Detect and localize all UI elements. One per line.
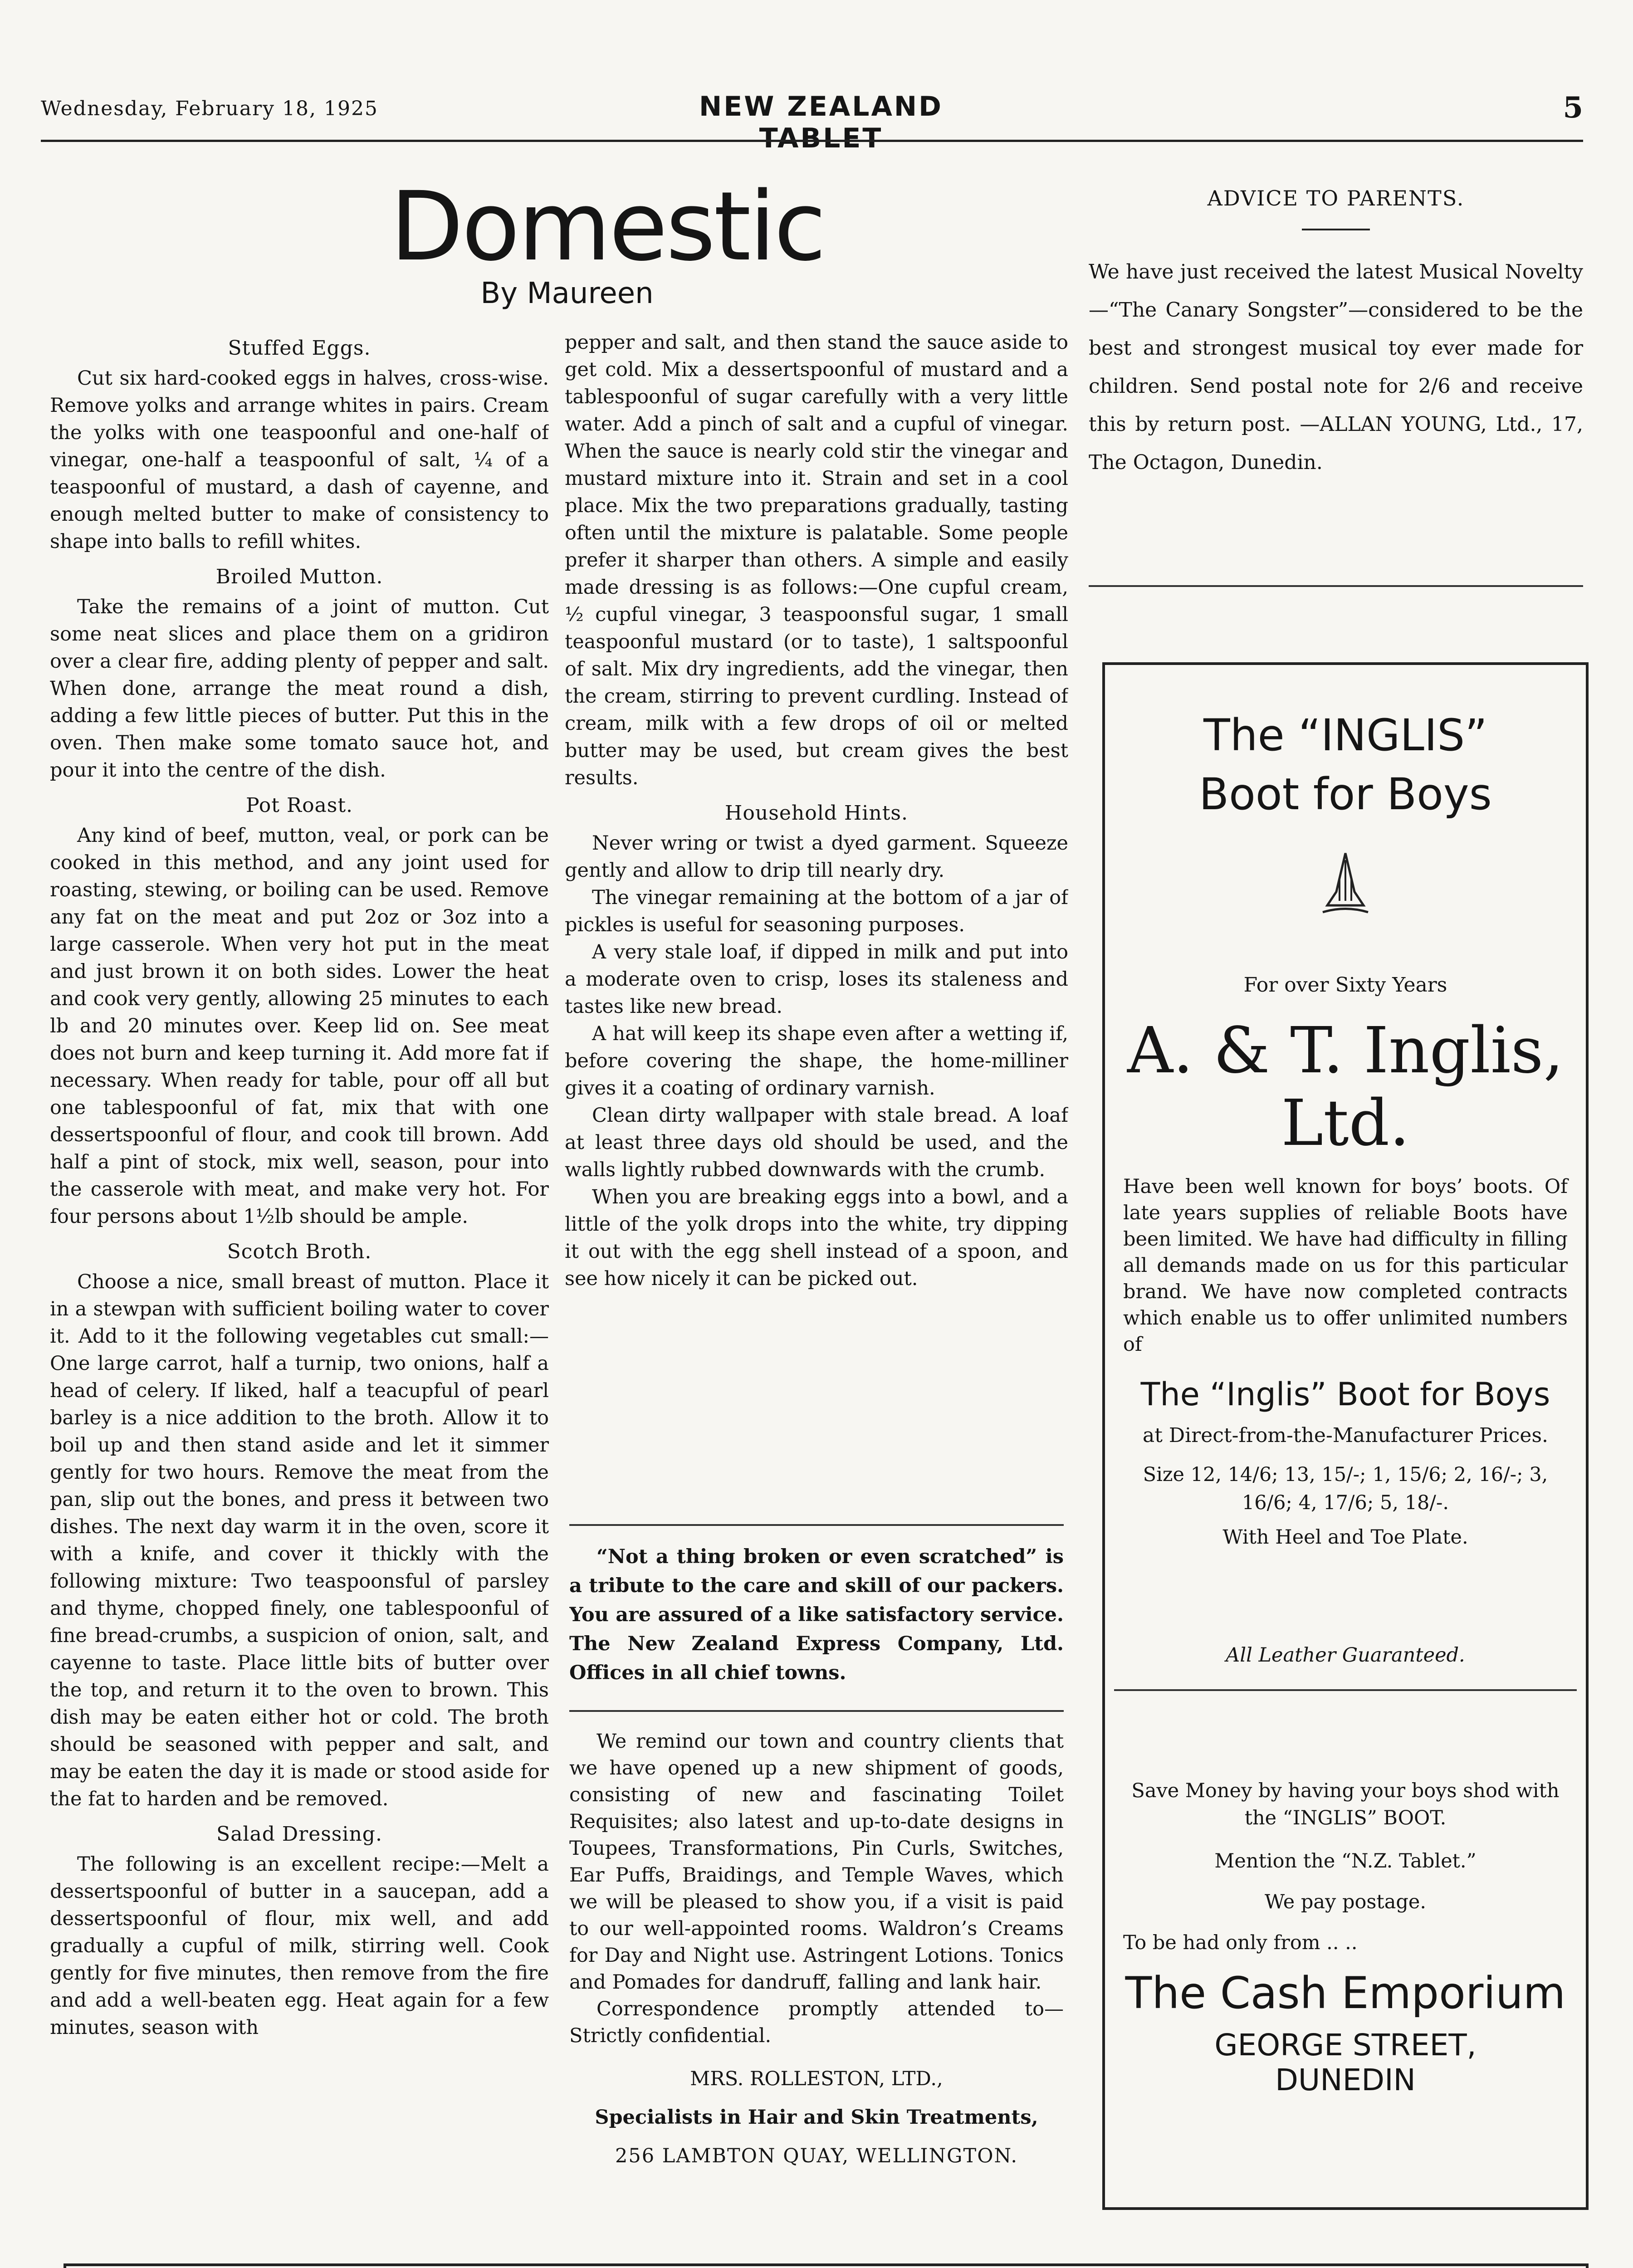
express-company-ad xyxy=(569,1542,1064,1696)
inglis-prices-intro: at Direct-from-the-Manufacturer Prices. xyxy=(1142,1424,1549,1447)
hint-item: A very stale loaf, if dipped in milk and put into a moderate oven to crisp, loses its staleness and tastes like new bread. xyxy=(565,941,1068,1018)
recipe-text: Cut six hard-cooked eggs in halves, cross-wise. Remove yolks and arrange whites in pairs. Cream the yolks with one teaspoonful and one-half of vinegar, one-half a teaspoonful of salt, ¼ of a teaspoonful of mustard, a dash of cayenne, and enough melted butter to make of consistency to shape into balls to refill whites. xyxy=(50,367,549,553)
inglis-sizes: Size 12, 14/6; 13, 15/-; 1, 15/6; 2, 16/-; 3, 16/6; 4, 17/6; 5, 18/-. xyxy=(1143,1463,1548,1514)
store-street: GEORGE STREET, xyxy=(1214,2028,1477,2063)
phoenix-ad xyxy=(64,2263,1589,2268)
hint-item: The vinegar remaining at the bottom of a jar of pickles is useful for seasoning purposes. xyxy=(565,886,1068,936)
rolleston-address: 256 LAMBTON QUAY, WELLINGTON. xyxy=(615,2145,1018,2167)
inglis-boot-ad xyxy=(1102,662,1589,2210)
recipe-text: Any kind of beef, mutton, veal, or pork can be cooked in this method, and any joint used for roasting, stewing, or boiling can be used. Remove any fat on the meat and put 2oz or 3oz into a large casserole. When very hot put in the meat and just brown it on both sides. Lower the heat and cook very gently, allowing 25 minutes to each lb and 20 minutes over. Keep lid on. See meat does not burn and keep turning it. Add more fat if necessary. When ready for table, pour off all but one tablespoonful of fat, mix that with one dessertspoonful of flour, and cook till brown. Add half a pint of stock, mix well, season, pour into the casserole with meat, and make very hot. For four persons about 1½lb should be ample. xyxy=(50,824,549,1228)
ad-divider xyxy=(1089,585,1583,587)
hint-item: Never wring or twist a dyed garment. Squeeze gently and allow to drip till nearly dry. xyxy=(565,832,1068,882)
column-one xyxy=(50,327,549,2245)
advice-rule xyxy=(1302,229,1370,230)
inglis-divider xyxy=(1114,1689,1577,1691)
inglis-heel: With Heel and Toe Plate. xyxy=(1222,1526,1468,1549)
inglis-title-1: The “INGLIS” xyxy=(1203,710,1487,761)
inglis-title-2: Boot for Boys xyxy=(1199,769,1492,820)
ad-divider xyxy=(569,1710,1064,1712)
inglis-postage: We pay postage. xyxy=(1265,1891,1426,1913)
byline: By Maureen xyxy=(480,277,654,310)
store-name: The Cash Emporium xyxy=(1125,1968,1566,2019)
recipe-heading: Stuffed Eggs. xyxy=(228,337,371,360)
hint-item: Clean dirty wallpaper with stale bread. A loaf at least three days old should be used, and the walls lightly rubbed downwards with the crumb. xyxy=(565,1104,1068,1181)
inglis-subtitle: The “Inglis” Boot for Boys xyxy=(1140,1376,1550,1413)
domestic-masthead xyxy=(390,171,825,310)
express-ad-text: “Not a thing broken or even scratched” is a tribute to the care and skill of our packers. You are assured of a like satisfactory service. The New Zealand Express Company, Ltd. Offices in all chief towns. xyxy=(569,1545,1064,1684)
recipe-heading: Scotch Broth. xyxy=(227,1240,372,1263)
recipe-pot-roast xyxy=(50,792,549,1230)
recipe-stuffed-eggs xyxy=(50,335,549,555)
inglis-years: For over Sixty Years xyxy=(1243,973,1447,997)
ad-divider xyxy=(569,1524,1064,1526)
recipe-salad-dressing xyxy=(50,1821,549,2041)
recipe-broiled-mutton xyxy=(50,563,549,784)
household-hints-heading: Household Hints. xyxy=(725,802,908,825)
rolleston-correspondence: Correspondence promptly attended to—Strictly confidential. xyxy=(569,1998,1064,2047)
rolleston-body: We remind our town and country clients that we have opened up a new shipment of goods, consisting of new and fascinating Toilet Requisites; also latest and up-to-date designs in Toupees, Transformations, Pin Curls, Switches, Ear Puffs, Braidings, and Temple Waves, which we will be pleased to show you, if a visit is paid to our well-appointed rooms. Waldron’s Creams for Day and Night use. Astringent Lotions. Tonics and Pomades for dandruff, falling and lank hair. xyxy=(569,1730,1064,1994)
column-two xyxy=(565,329,1068,1517)
recipe-heading: Pot Roast. xyxy=(245,794,353,817)
recipe-text: The following is an excellent recipe:—Melt a dessertspoonful of butter in a saucepan, add a dessertspoonful of flour, mix well, and add gradually a cupful of milk, stirring well. Cook gently for five minutes, then remove from the fire and add a well-beaten egg. Heat again for a few minutes, season with xyxy=(50,1853,549,2039)
recipe-heading: Broiled Mutton. xyxy=(215,565,383,588)
advice-body: We have just received the latest Musical Novelty—“The Canary Songster”—considered to be the best and strongest musical toy ever made for children. Send postal note for 2/6 and receive this by return post. —ALLAN YOUNG, Ltd., 17, The Octagon, Dunedin. xyxy=(1089,260,1583,474)
salad-dressing-continued: pepper and salt, and then stand the sauce aside to get cold. Mix a dessertspoonful of mustard and a tablespoonful of sugar carefully with a very little water. Add a pinch of salt and a cupful of vinegar. When the sauce is nearly cold stir the vinegar and mustard mixture into it. Strain and set in a cool place. Mix the two preparations gradually, tasting often until the mixture is palatable. Some people prefer it sharper than others. A simple and easily made dressing is as follows:—One cupful cream, ½ cupful vinegar, 3 teaspoonsful sugar, 1 small teaspoonful mustard (or to taste), 1 saltspoonful of salt. Mix dry ingredients, add the vinegar, then the cream, stirring to prevent curdling. Instead of cream, milk with a few drops of oil or melted butter may be used, but cream gives the best results. xyxy=(565,331,1068,789)
rolleston-name: MRS. ROLLESTON, LTD., xyxy=(690,2068,943,2090)
hint-item: A hat will keep its shape even after a wetting if, before covering the shape, the home-milliner gives it a coating of ordinary varnish. xyxy=(565,1022,1068,1100)
boot-emblem-icon xyxy=(1318,851,1373,919)
inglis-had-from: To be had only from .. .. xyxy=(1123,1931,1358,1954)
hint-item: When you are breaking eggs into a bowl, and a little of the yolk drops into the white, try dipping it out with the egg shell instead of a spoon, and see how nicely it can be picked out. xyxy=(565,1186,1068,1290)
running-head xyxy=(41,91,1583,154)
recipe-heading: Salad Dressing. xyxy=(216,1823,382,1846)
advice-to-parents-ad xyxy=(1089,186,1583,482)
recipe-scotch-broth xyxy=(50,1238,549,1813)
inglis-save: Save Money by having your boys shod with the “INGLIS” BOOT. xyxy=(1131,1779,1560,1829)
rolleston-specialists: Specialists in Hair and Skin Treatments, xyxy=(595,2106,1038,2129)
issue-date: Wednesday, February 18, 1925 xyxy=(41,97,378,120)
inglis-guarantee: All Leather Guaranteed. xyxy=(1226,1644,1465,1667)
page-number: 5 xyxy=(1563,91,1583,125)
recipe-text: Choose a nice, small breast of mutton. Place it in a stewpan with sufficient boiling water to cover it. Add to it the following vegetables cut small:—One large carrot, half a turnip, two onions, half a head of celery. If liked, half a teacupful of pearl barley is a nice addition to the broth. Allow it to boil up and then stand aside and let it simmer gently for two hours. Remove the meat from the pan, slip out the bones, and press it between two dishes. The next day warm it in the oven, score it with a knife, and cover it thickly with the following mixture: Two teaspoonsful of parsley and thyme, chopped finely, one tablespoonful of fine bread-crumbs, a suspicion of onion, salt, and cayenne to taste. Place little bits of butter over the top, and return it to the oven to brown. This dish may be eaten either hot or cold. The broth should be seasoned with pepper and salt, and may be eaten the day it is made or stood aside for the fat to harden and be removed. xyxy=(50,1271,549,1810)
section-title: Domestic xyxy=(390,171,825,282)
header-rule xyxy=(41,140,1583,142)
rolleston-ad xyxy=(569,1728,1064,2245)
recipe-text: Take the remains of a joint of mutton. Cut some neat slices and place them on a gridiron over a clear fire, adding plenty of pepper and salt. When done, arrange the meat round a dish, adding a few little pieces of butter. Put this in the oven. Then make some tomato sauce hot, and pour it into the centre of the dish. xyxy=(50,596,549,782)
advice-heading: ADVICE TO PARENTS. xyxy=(1207,186,1465,210)
inglis-company: A. & T. Inglis, Ltd. xyxy=(1127,1014,1564,1160)
store-city: DUNEDIN xyxy=(1275,2063,1416,2097)
inglis-mention: Mention the “N.Z. Tablet.” xyxy=(1214,1850,1477,1872)
publication-name: NEW ZEALAND TABLET xyxy=(699,91,943,154)
inglis-body: Have been well known for boys’ boots. Of late years supplies of reliable Boots have been limited. We have had difficulty in filling all demands made on us for this particular brand. We have now completed contracts which enable us to offer unlimited numbers of xyxy=(1123,1175,1568,1356)
